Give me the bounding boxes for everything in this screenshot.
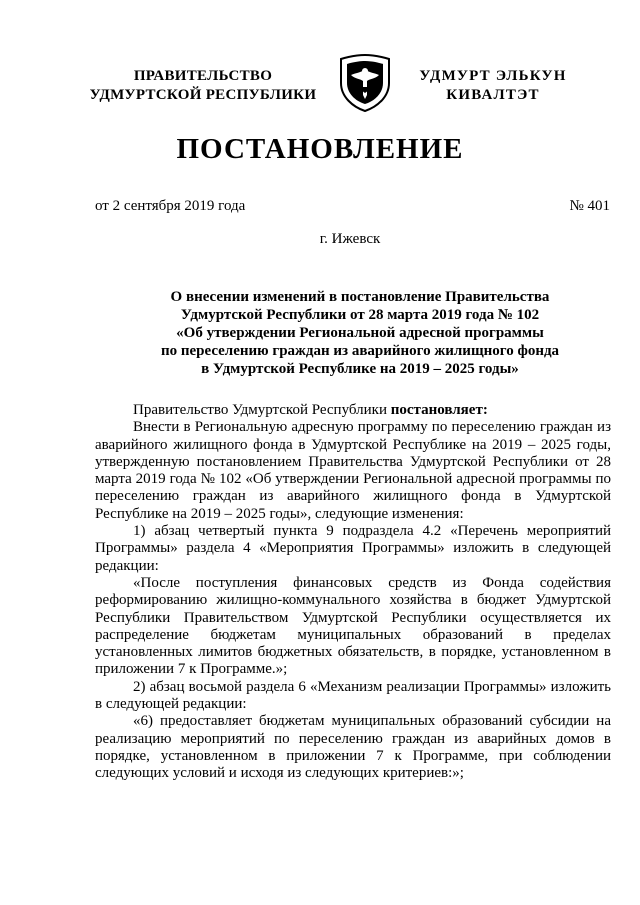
paragraph-1: Внести в Региональную адресную программу по переселению граждан из аварийного жилищного фонда в Удмуртской Республике на 2019 – 2025 годы, утвержденную постановлением Правительства Удмуртской Республики от 28 марта 2019 года № 102 «Об утверждении Региональной адресной программы по переселению граждан из аварийного жилищного фонда в Удмуртской Республике на 2019 – 2025 годы», следующие изменения: xyxy=(95,419,611,522)
header-right-line1: УДМУРТ ЭЛЬКУН xyxy=(419,68,567,84)
document-body xyxy=(95,402,611,783)
intro-text: Правительство Удмуртской Республики xyxy=(133,402,391,418)
document-number: № 401 xyxy=(569,198,610,214)
quote-2: «6) предоставляет бюджетам муниципальных образований субсидии на реализацию мероприятий по переселению граждан из аварийных домов в порядке, установленном в приложении 7 к Программе, при соблюдении следующих условий и исходя из следующих критериев:»; xyxy=(95,713,611,782)
quote-1: «После поступления финансовых средств из Фонда содействия реформированию жилищно-коммунального хозяйства в бюджет Удмуртской Республики Правительством Удмуртской Республики осуществляется их распределение бюджетам муниципальных образований в пределах установленных лимитов бюджетных обязательств, в порядке, установленном в приложении 7 к Программе.»; xyxy=(95,574,611,678)
header-left-line2: УДМУРТСКОЙ РЕСПУБЛИКИ xyxy=(89,87,317,103)
subject-line: по переселению граждан из аварийного жилищного фонда xyxy=(160,343,560,359)
document-subject xyxy=(130,288,590,378)
intro-bold: постановляет: xyxy=(390,402,488,418)
intro-paragraph xyxy=(95,402,611,419)
document-city: г. Ижевск xyxy=(319,231,381,247)
subject-line: Удмуртской Республики от 28 марта 2019 года № 102 xyxy=(180,307,540,323)
header-right-line2: КИВАЛТЭТ xyxy=(446,87,540,103)
paragraph-2: 1) абзац четвертый пункта 9 подраздела 4.2 «Перечень мероприятий Программы» раздела 4 «Мероприятия Программы» изложить в следующей редакции: xyxy=(95,523,611,574)
subject-line: О внесении изменений в постановление Правительства xyxy=(170,289,550,305)
document-title: ПОСТАНОВЛЕНИЕ xyxy=(176,133,464,165)
paragraph-3: 2) абзац восьмой раздела 6 «Механизм реализации Программы» изложить в следующей редакции: xyxy=(95,678,611,713)
header-left xyxy=(88,67,318,105)
coat-of-arms-icon xyxy=(337,53,393,113)
header-right xyxy=(408,67,578,105)
subject-line: в Удмуртской Республике на 2019 – 2025 годы» xyxy=(201,361,519,377)
header-left-line1: ПРАВИТЕЛЬСТВО xyxy=(133,68,273,84)
document-date: от 2 сентября 2019 года xyxy=(95,198,246,214)
subject-line: «Об утверждении Региональной адресной программы xyxy=(176,325,544,341)
